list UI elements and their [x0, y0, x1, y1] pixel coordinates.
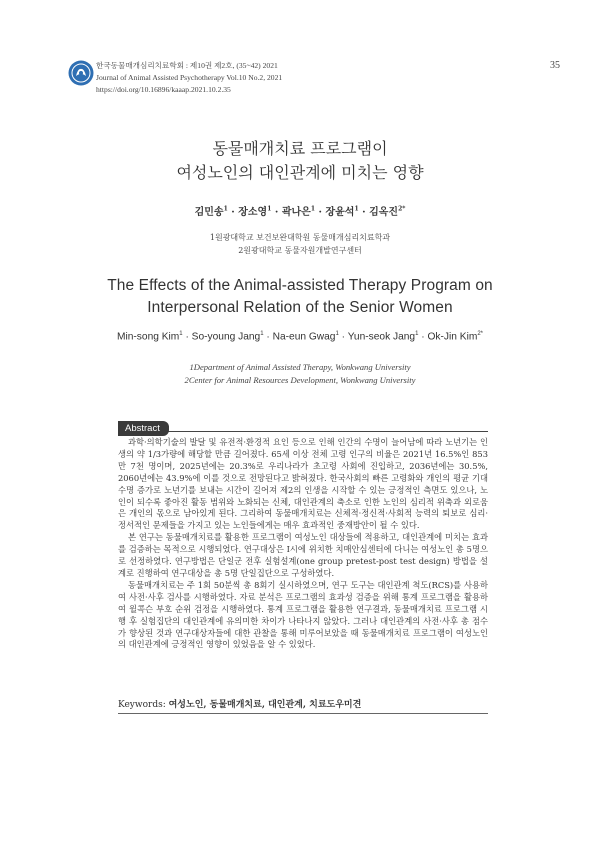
- authors-en: Min-song Kim$^1$ · So-young Jang$^1$ · Na-eun Gwag$^1$ · Yun-seok Jang$^1$ · Ok-Jin Kim$^{2*}$: [117, 331, 483, 343]
- abstract-paragraph-1: 과학·의학기술의 발달 및 유전적·환경적 요인 등으로 인해 인간의 수명이 늘어남에 따라 노년기는 인생의 약 1/3가량에 해당할 만큼 길어졌다. 65세 이상 전체 고령 인구의 비율은 2021년 16.5%인 853만 7천 명이며, 2025년에는 20.3%로 우리나라가 초고령 사회에 진입하고, 2036년에는 30.5%, 2060년에는 43.9%에 이를 것으로 전망된다고 밝혀졌다. 한국사회의 빠른 고령화와 개인의 평균 기대수명 증가로 노년기를 보내는 시간이 길어져 제2의 인생을 시작할 수 있는 긍정적인 측면도 있으나, 노인이 되수록 좋아진 활동 범위와 노화되는 신체, 대인관계의 축소로 인한 노인의 심리적 위축과 외로움은 개인의 몫으로 남아있게 된다. 그리하여 동물매개치료는 신체적·정신적·사회적 능력의 퇴보로 심리·정서적인 문제들을 가지고 있는 노인들에게는 매우 효과적인 중재방안이 될 수 있다.: [118, 437, 488, 531]
- keywords-text: 여성노인, 동물매개치료, 대인관계, 치료도우미견: [168, 700, 362, 710]
- abstract-label: Abstract: [118, 421, 169, 436]
- keywords: [118, 697, 361, 710]
- affiliation-ko-2: 2원광대학교 동물자원개발연구센터: [238, 246, 362, 255]
- abstract-paragraph-2: 본 연구는 동물매개치료를 활용한 프로그램이 여성노인 대상들에 적용하고, 대인관계에 미치는 효과를 검증하는 목적으로 시행되었다. 연구대상은 I시에 위치한 치매안심센터에 다니는 여성노인 총 5명으로 선정하였다. 연구방법은 단일군 전후 실험설계(one group pretest-post test design) 방법을 설계로 진행하여 연구대상을 총 5명 단일집단으로 구성하였다.: [118, 532, 488, 578]
- doi-link[interactable]: https://doi.org/10.16896/kaaap.2021.10.2.35: [96, 85, 231, 94]
- title-ko-line2: 여성노인의 대인관계에 미치는 영향: [176, 163, 424, 182]
- authors-ko: 김민송$^1$ · 장소영$^1$ · 곽나은$^1$ · 장윤석$^1$ · 김옥진$^{2*}$: [194, 205, 406, 218]
- title-en-line2: Interpersonal Relation of the Senior Women: [147, 299, 453, 316]
- affiliation-en-2: 2Center for Animal Resources Development, Wonkwang University: [184, 375, 416, 385]
- keywords-label: Keywords:: [118, 700, 166, 710]
- title-ko-line1: 동물매개치료 프로그램이: [212, 139, 388, 158]
- title-en-line1: The Effects of the Animal-assisted Therapy Program on: [107, 277, 493, 294]
- journal-name-en: Journal of Animal Assisted Psychotherapy Vol.10 No.2, 2021: [96, 73, 283, 82]
- journal-name-ko: 한국동물매개심리치료학회 : 제10권 제2호, (35~42) 2021: [96, 61, 278, 70]
- abstract-top-rule: [118, 431, 488, 432]
- journal-logo-icon: [68, 60, 94, 86]
- journal-header: [96, 60, 560, 110]
- keywords-bottom-rule: [118, 713, 488, 714]
- abstract-paragraph-3: 동물매개치료는 주 1회 50분씩 총 8회기 실시하였으며, 연구 도구는 대인관계 척도(RCS)를 사용하여 사전·사후 검사를 시행하였다. 자료 분석은 프로그램의 효과성 검증을 위해 통계 프로그램을 활용하여 윌콕슨 부호 순위 검정을 시행하였다. 통계 프로그램을 활용한 연구결과, 동물매개치료 프로그램 시행 후 실험집단의 대인관계에 유의미한 차이가 나타나지 않았다. 그러나 대인관계의 사전·사후 총 점수가 향상된 것과 연구대상자들에 대한 관찰을 통해 미루어보았을 때 동물매개치료 프로그램이 여성노인의 대인관계에 긍정적인 영향이 있었음을 알 수 있었다.: [118, 579, 488, 650]
- affiliation-ko-1: 1원광대학교 보건보완대학원 동물매개심리치료학과: [209, 233, 391, 242]
- affiliation-en-1: 1Department of Animal Assisted Therapy, Wonkwang University: [189, 362, 411, 372]
- page-number: 35: [550, 60, 560, 71]
- abstract-body: [118, 437, 488, 651]
